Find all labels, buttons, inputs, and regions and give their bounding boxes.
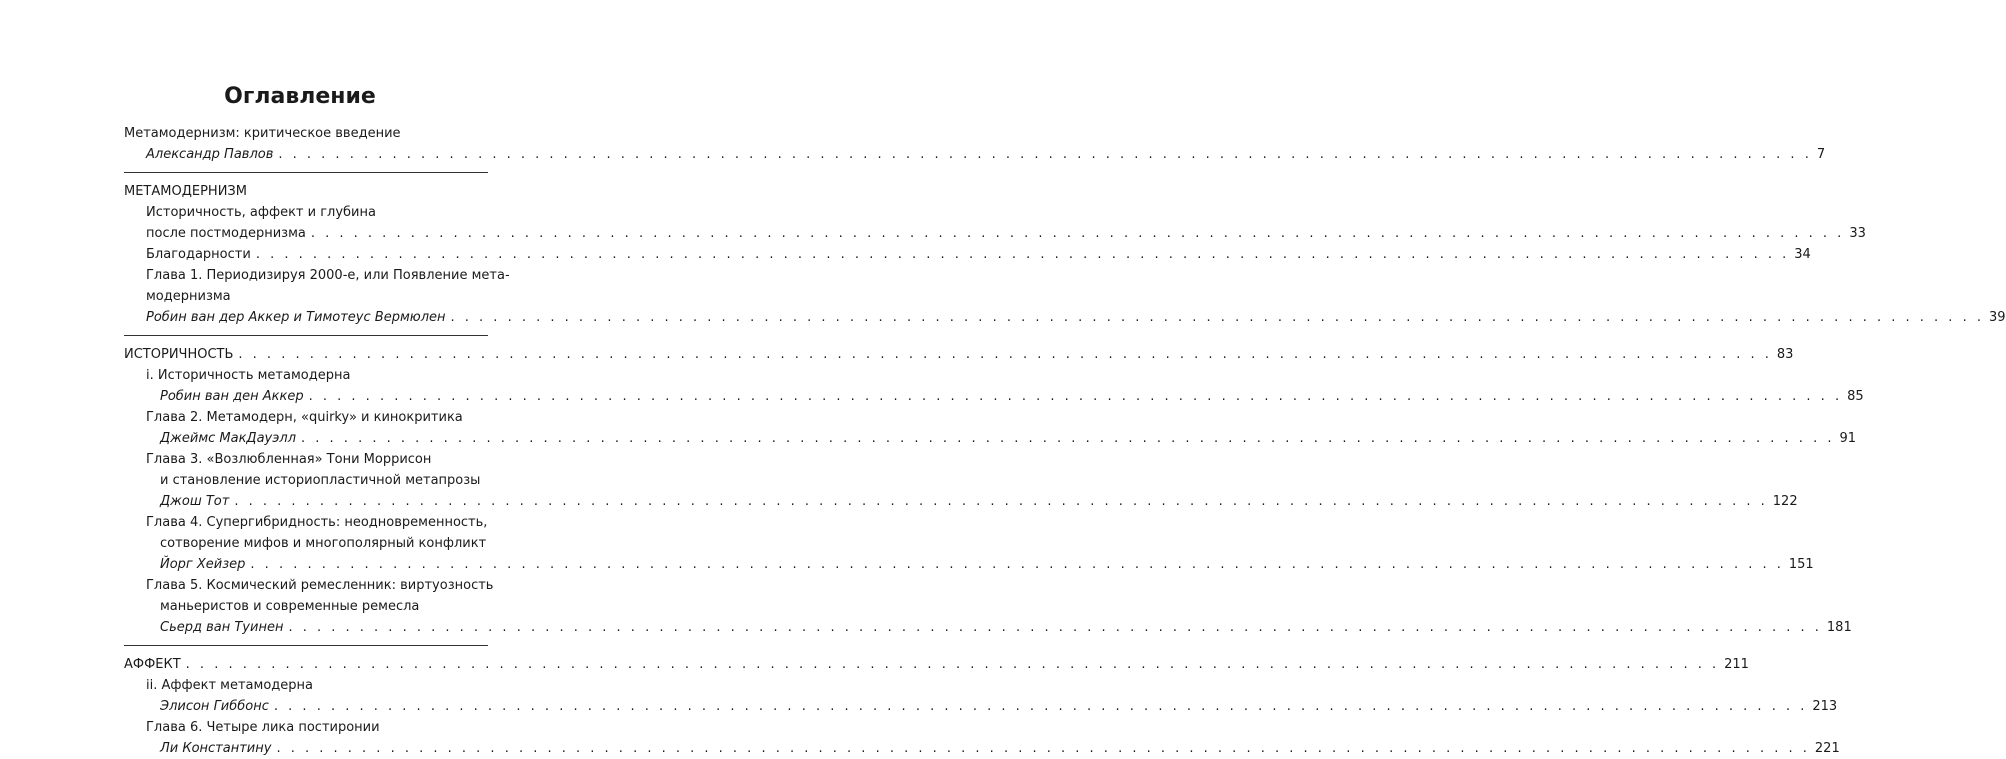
table-of-contents	[124, 123, 2006, 759]
dot-leader	[250, 554, 1783, 575]
toc-page-number: 122	[1772, 494, 1798, 509]
toc-entry	[124, 244, 1811, 265]
dot-leader	[451, 307, 1984, 328]
toc-page-number: 7	[1816, 147, 1826, 162]
section-divider	[124, 335, 488, 336]
toc-entry-title: i. Историчность метамодерна	[146, 368, 351, 383]
dot-leader	[274, 696, 1807, 717]
dot-leader	[276, 738, 1809, 759]
toc-entry	[124, 575, 494, 596]
toc-entry	[124, 123, 488, 144]
toc-entry-title: Глава 2. Метамодерн, «quirky» и кинокритика	[146, 410, 463, 425]
toc-entry-author: Робин ван ден Аккер	[160, 389, 304, 404]
toc-page-number: 34	[1794, 247, 1811, 262]
toc-entry	[124, 144, 1826, 165]
toc-entry	[124, 554, 1814, 575]
toc-entry-author: Ли Константину	[160, 741, 272, 756]
section-divider	[124, 172, 488, 173]
toc-entry-title: Историчность, аффект и глубина	[146, 205, 376, 220]
toc-entry-title: после постмодернизма	[146, 226, 306, 241]
toc-entry-title: ИСТОРИЧНОСТЬ	[124, 347, 234, 362]
dot-leader	[301, 428, 1834, 449]
toc-entry-author: Джеймс МакДауэлл	[160, 431, 297, 446]
toc-entry-title: маньеристов и современные ремесла	[160, 599, 420, 614]
toc-entry	[124, 491, 1798, 512]
dot-leader	[278, 144, 1811, 165]
toc-entry	[124, 533, 488, 554]
dot-leader	[234, 491, 1767, 512]
toc-entry-author: Элисон Гиббонс	[160, 699, 269, 714]
toc-entry	[124, 470, 488, 491]
toc-entry-title: сотворение мифов и многополярный конфликт	[160, 536, 487, 551]
toc-page-number: 211	[1724, 657, 1749, 672]
toc-entry-title: Глава 6. Четыре лика постиронии	[146, 720, 380, 735]
toc-entry	[124, 654, 1749, 675]
toc-entry	[124, 386, 1864, 407]
dot-leader	[311, 223, 1844, 244]
toc-entry-title: Благодарности	[146, 247, 251, 262]
toc-entry-author: Йорг Хейзер	[160, 557, 246, 572]
toc-page-number: 39	[1988, 310, 2006, 325]
toc-entry	[124, 286, 488, 307]
toc-page-number: 91	[1839, 431, 1857, 446]
toc-entry-title: Метамодернизм: критическое введение	[124, 126, 401, 141]
toc-entry	[124, 596, 488, 617]
toc-entry	[124, 617, 1852, 638]
toc-entry-title: Глава 1. Периодизируя 2000-е, или Появление мета-	[146, 268, 510, 283]
toc-page-number: 213	[1812, 699, 1838, 714]
toc-entry	[124, 512, 488, 533]
toc-entry	[124, 365, 488, 386]
toc-entry	[124, 202, 488, 223]
toc-page-number: 85	[1847, 389, 1864, 404]
toc-entry-author: Александр Павлов	[146, 147, 274, 162]
toc-entry	[124, 181, 488, 202]
toc-page-number: 151	[1788, 557, 1814, 572]
toc-entry-title: Глава 5. Космический ремесленник: виртуозность	[146, 578, 494, 593]
toc-entry-title: и становление историопластичной метапрозы	[160, 473, 481, 488]
toc-entry-author: Джош Тот	[160, 494, 230, 509]
toc-entry	[124, 344, 1794, 365]
toc-entry	[124, 428, 1857, 449]
page-title: Оглавление	[224, 84, 376, 109]
toc-page-number: 83	[1776, 347, 1794, 362]
dot-leader	[186, 654, 1719, 675]
toc-entry	[124, 675, 488, 696]
section-divider	[124, 645, 488, 646]
toc-entry	[124, 407, 488, 428]
toc-entry-author: Сьерд ван Туинен	[160, 620, 284, 635]
toc-entry-title: ii. Аффект метамодерна	[146, 678, 313, 693]
toc-entry-title: модернизма	[146, 289, 231, 304]
toc-page-number: 181	[1826, 620, 1852, 635]
toc-entry-title: Глава 4. Супергибридность: неодновременность,	[146, 515, 488, 530]
toc-entry	[124, 223, 1866, 244]
toc-entry-title: АФФЕКТ	[124, 657, 181, 672]
toc-page-number: 221	[1814, 741, 1840, 756]
dot-leader	[238, 344, 1771, 365]
toc-entry-title: Глава 3. «Возлюбленная» Тони Моррисон	[146, 452, 432, 467]
dot-leader	[309, 386, 1842, 407]
toc-entry-title: МЕТАМОДЕРНИЗМ	[124, 184, 247, 199]
toc-entry	[124, 449, 488, 470]
dot-leader	[256, 244, 1789, 265]
toc-page-number: 33	[1849, 226, 1866, 241]
toc-entry	[124, 738, 1840, 759]
toc-entry	[124, 717, 488, 738]
toc-entry-author: Робин ван дер Аккер и Тимотеус Вермюлен	[146, 310, 446, 325]
toc-entry	[124, 307, 2006, 328]
dot-leader	[288, 617, 1821, 638]
toc-entry	[124, 265, 510, 286]
toc-entry	[124, 696, 1838, 717]
